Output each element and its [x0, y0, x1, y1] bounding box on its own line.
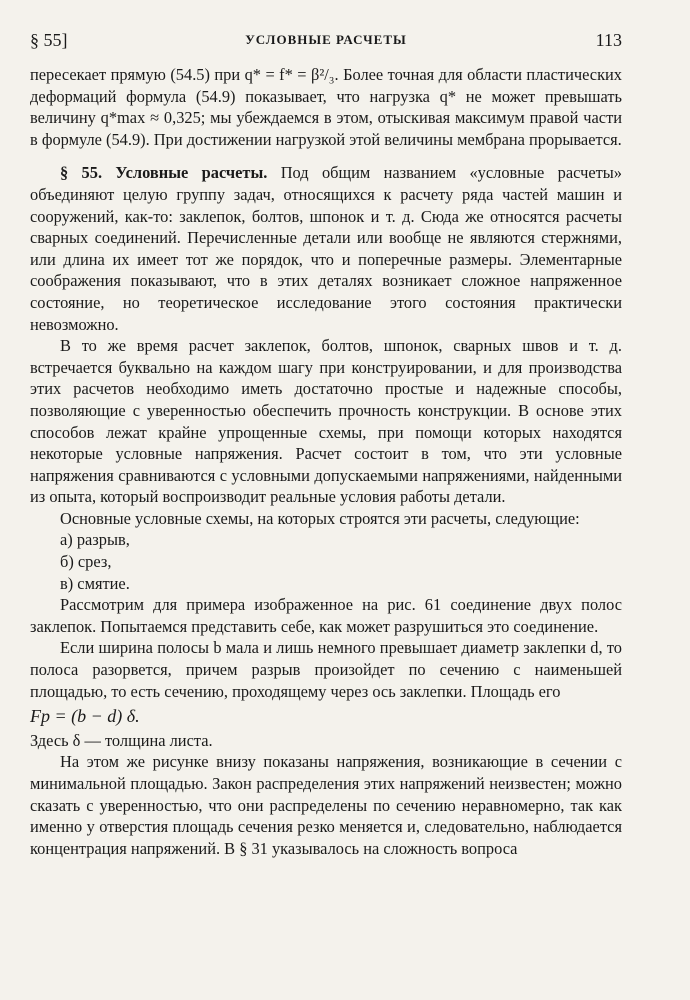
- section-intro-text: Под общим названием «условные расчеты» объединяют целую группу задач, относящихся к расчету ряда частей машин и сооружений, как-то: заклепок, болтов, шпонок и т. д. Сюда же относятся расчеты сварных соединений. Перечисленные детали или вообще не являются стержнями, или длина их имеет тот же порядок, что и поперечные размеры. Элементарные соображения показывают, что в этих деталях возникает сложное напряженное состояние, но теоретическое исследование этого состояния практически невозможно.: [30, 163, 622, 334]
- page-number: 113: [595, 30, 622, 50]
- running-header: [30, 30, 622, 54]
- list-item-shear: б) срез,: [60, 552, 112, 572]
- paragraph-strip-width: Если ширина полосы b мала и лишь немного превышает диаметр заклепки d, то полоса разорвется, причем разрыв произойдет по сечению с наименьшей площадью, то есть сечению, проходящему через ось заклепки. Площадь его: [30, 638, 622, 701]
- paragraph-schemes-intro: Основные условные схемы, на которых строятся эти расчеты, следующие:: [60, 508, 580, 528]
- section-title: § 55. Условные расчеты.: [60, 163, 268, 183]
- section-55-intro-paragraph: [30, 162, 622, 335]
- page-body: [30, 64, 622, 859]
- list-item-rupture: а) разрыв,: [60, 530, 130, 550]
- paragraph-figure-61: Рассмотрим для примера изображенное на рис. 61 соединение двух полос заклепок. Попытаемся представить себе, как может разрушиться это соединение.: [30, 595, 622, 636]
- list-item-crushing: в) смятие.: [60, 573, 130, 593]
- paragraph-stress-distribution: На этом же рисунке внизу показаны напряжения, возникающие в сечении с минимальной площадью. Закон распределения этих напряжений неизвестен; можно сказать с уверенностью, что они распределены по сечению неравномерно, так как именно у отверстия площадь сечения резко меняется и, следовательно, наблюдается концентрация напряжений. В § 31 указывалось на сложность вопроса: [30, 752, 622, 858]
- paragraph-calculation-methods: В то же время расчет заклепок, болтов, шпонок, сварных швов и т. д. встречается буквально на каждом шагу при конструировании, и для производства этих расчетов необходимо иметь достаточно простые и надежные способы, позволяющие с уверенностью обеспечить прочность конструкции. В основе этих способов лежат крайне упрощенные схемы, при помощи которых находятся некоторые условные напряжения. Расчет состоит в том, что эти условные напряжения сравниваются с условными допускаемыми напряжениями, найденными из опыта, который воспроизводит реальные условия работы детали.: [30, 336, 622, 507]
- header-running-title: УСЛОВНЫЕ РАСЧЕТЫ: [245, 32, 407, 47]
- paragraph-continuation: пересекает прямую (54.5) при q* = f* = β²/₃. Более точная для области пластических деформаций формула (54.9) показывает, что нагрузка q* не может превышать величину q*max ≈ 0,325; мы убеждаемся в этом, отыскивая максимум правой части в формуле (54.9). При достижении нагрузкой этой величины мембрана прорывается.: [30, 65, 622, 149]
- formula-area: Fр = (b − d) δ.: [30, 706, 140, 727]
- paragraph-thickness: Здесь δ — толщина листа.: [30, 730, 213, 750]
- header-section-ref: § 55]: [30, 30, 68, 50]
